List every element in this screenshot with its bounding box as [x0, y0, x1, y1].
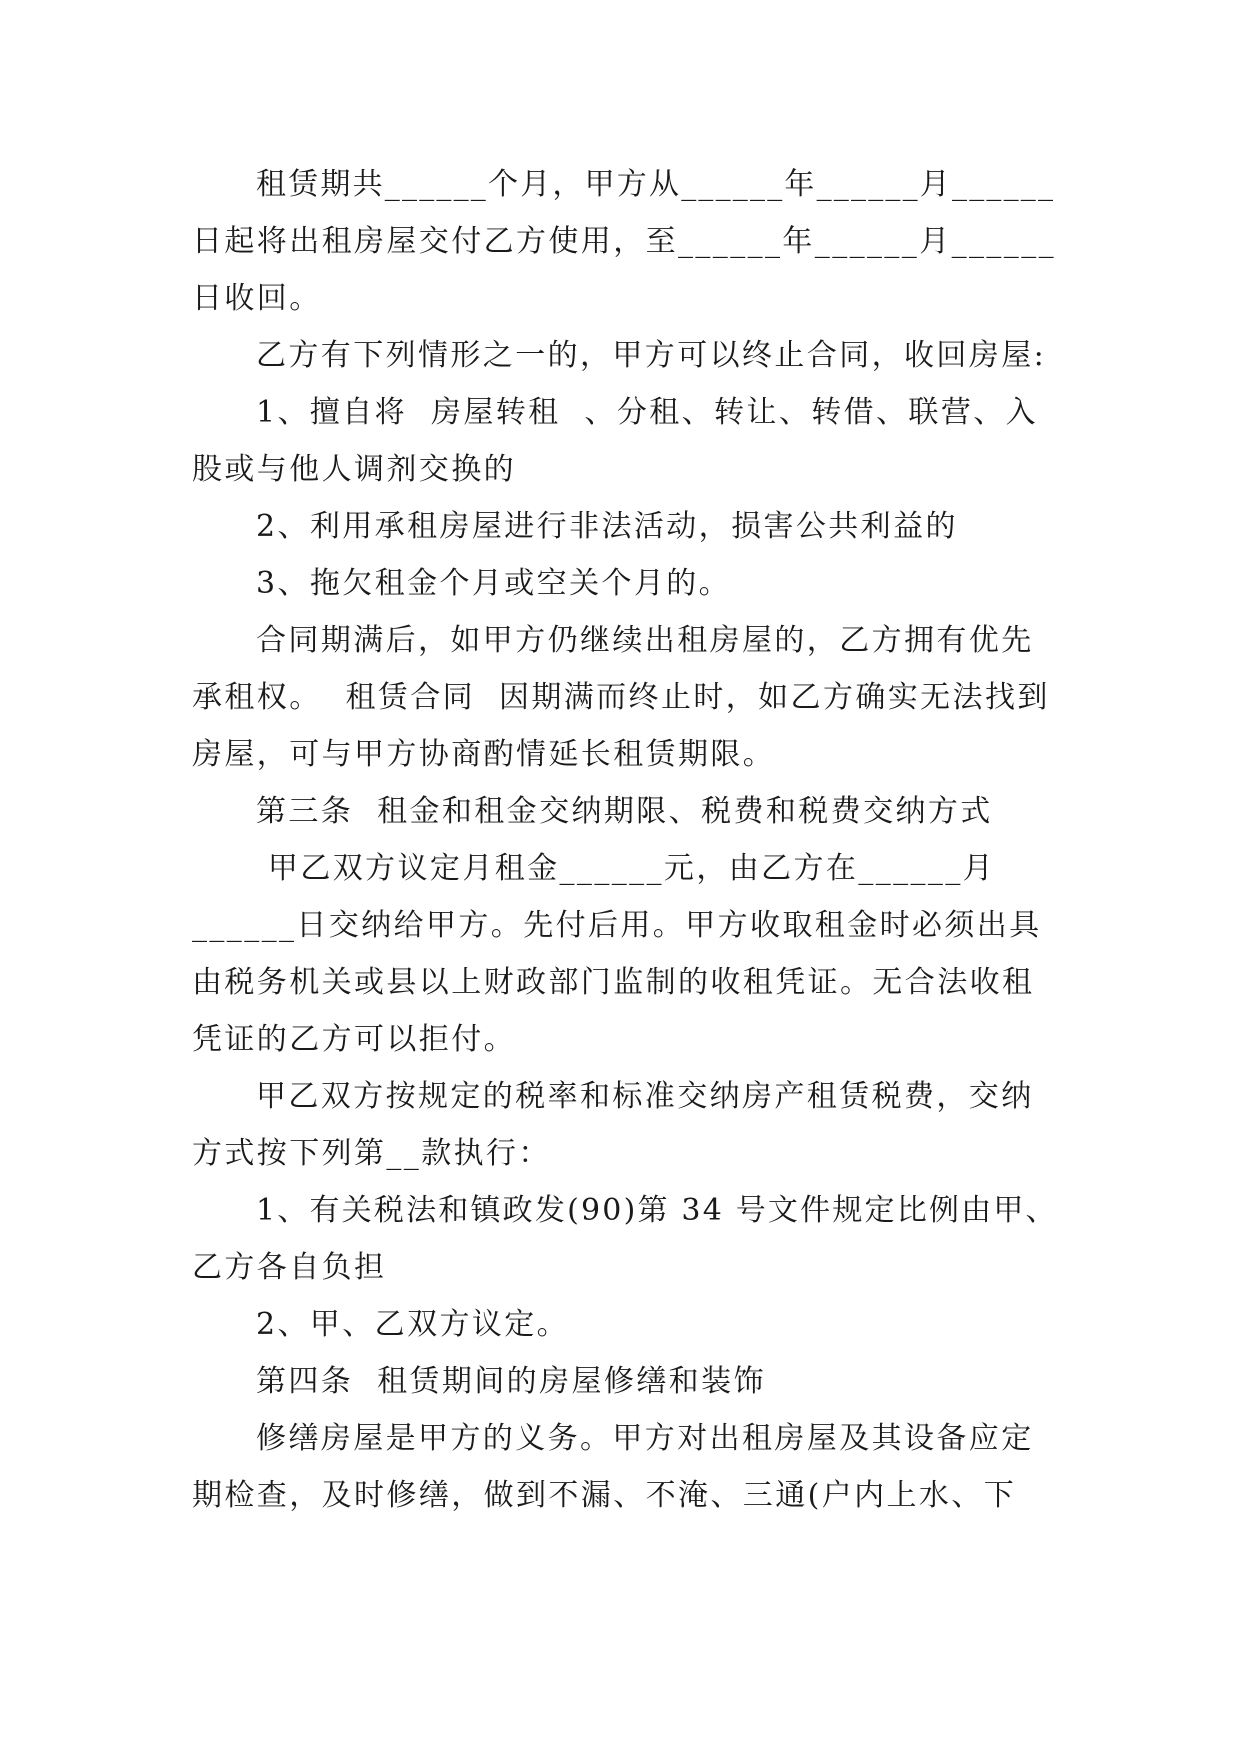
text-line: 甲乙双方议定月租金______元，由乙方在______月 — [256, 851, 996, 886]
text-line: 凭证的乙方可以拒付。 — [192, 1022, 516, 1057]
text-line: 房屋，可与甲方协商酌情延长租赁期限。 — [192, 737, 776, 772]
text-line: 2、利用承租房屋进行非法活动，损害公共利益的 — [256, 509, 958, 544]
section-heading: 第三条 租金和租金交纳期限、税费和税费交纳方式 — [256, 794, 993, 829]
text-line: 由税务机关或县以上财政部门监制的收租凭证。无合法收租 — [192, 965, 1035, 1000]
text-line: 乙方有下列情形之一的，甲方可以终止合同，收回房屋: — [256, 338, 1047, 373]
text-line: 期检查，及时修缮，做到不漏、不淹、三通(户内上水、下 — [192, 1478, 1017, 1513]
text-line: 日起将出租房屋交付乙方使用，至______年______月______ — [192, 224, 1056, 259]
section-heading: 第四条 租赁期间的房屋修缮和装饰 — [256, 1364, 766, 1399]
text-line: 方式按下列第__款执行： — [192, 1136, 551, 1171]
text-line: 1、有关税法和镇政发(90)第 34 号文件规定比例由甲、 — [256, 1193, 1058, 1228]
text-line: 股或与他人调剂交换的 — [192, 452, 516, 487]
text-line: 承租权。 租赁合同 因期满而终止时，如乙方确实无法找到 — [192, 680, 1050, 715]
text-line: 2、甲、乙双方议定。 — [256, 1307, 570, 1342]
text-line: 甲乙双方按规定的税率和标准交纳房产租赁税费，交纳 — [256, 1079, 1034, 1114]
text-line: 修缮房屋是甲方的义务。甲方对出租房屋及其设备应定 — [256, 1421, 1034, 1456]
text-line: 3、拖欠租金个月或空关个月的。 — [256, 566, 732, 601]
text-line: 1、擅自将 房屋转租 、分租、转让、转借、联营、入 — [256, 395, 1039, 430]
text-line: 乙方各自负担 — [192, 1250, 387, 1285]
text-line: 租赁期共______个月，甲方从______年______月______ — [256, 167, 1056, 202]
text-line: ______日交纳给甲方。先付后用。甲方收取租金时必须出具 — [192, 908, 1042, 943]
text-line: 合同期满后，如甲方仍继续出租房屋的，乙方拥有优先 — [256, 623, 1034, 658]
text-line: 日收回。 — [192, 281, 322, 316]
